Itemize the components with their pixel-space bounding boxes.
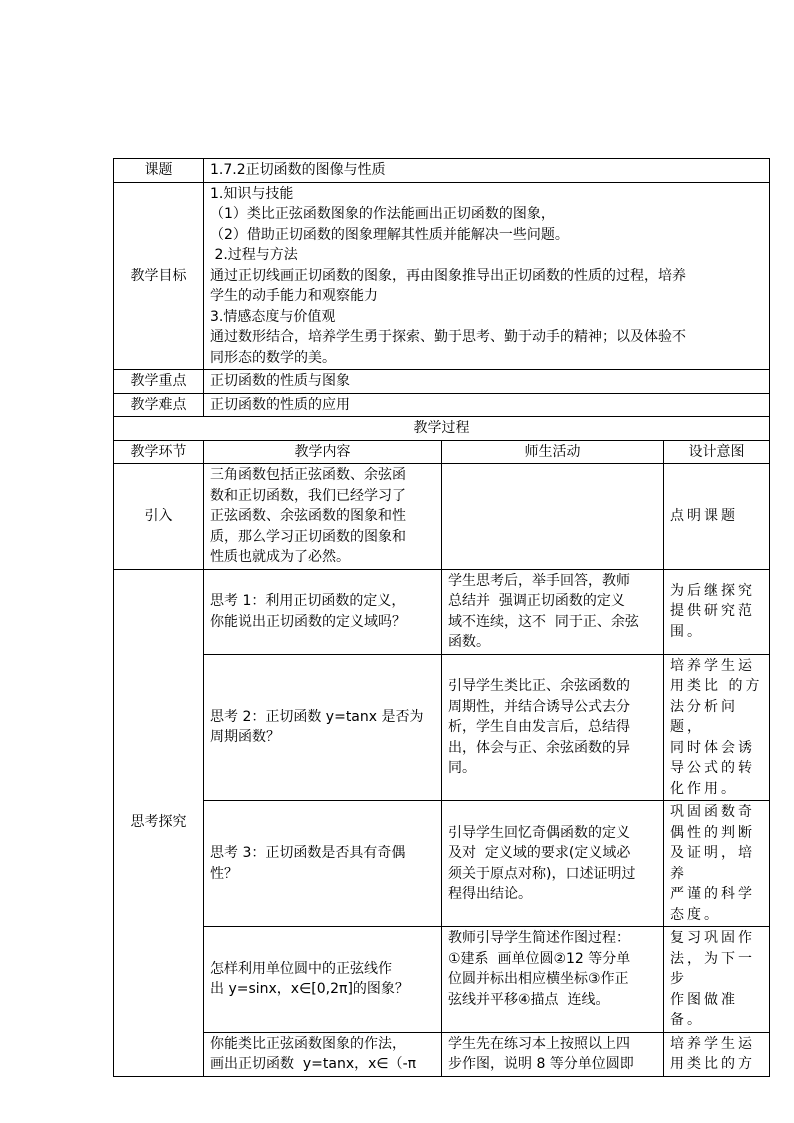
content-line: 性质也就成为了必然。 [210,549,350,565]
explore-activity [442,927,664,1033]
explore-content [204,1032,442,1076]
intent-line: 围。 [670,623,704,640]
key-point-label: 教学重点 [114,370,204,394]
activity-line: 域不连续，这不 同于正、余弦 [448,613,639,630]
objectives-line: 学生的动手能力和观察能力 [210,288,378,304]
intent-line: 巩固函数奇 [670,804,755,820]
difficulty-label: 教学难点 [114,393,204,417]
activity-line: 周期性，并结合诱导公式去分 [448,698,630,715]
intro-intent [664,464,770,570]
objectives-line: 3.情感态度与价值观 [210,308,336,325]
activity-line: 函数。 [448,634,490,650]
intent-line: 及证明，培养 [670,845,755,882]
content-line: 三角函数包括正弦函数、余弦函 [210,467,406,483]
objectives-line: 2.过程与方法 [210,247,298,263]
activity-line: 学生先在练习本上按照以上四 [448,1035,630,1052]
activity-line: 引导学生回忆奇偶函数的定义 [448,824,630,841]
explore-content [204,569,442,654]
column-header: 师生活动 [442,440,664,464]
intent-line: 培养学生运 [670,657,755,674]
content-line: 你能类比正弦函数图象的作法， [210,1035,406,1052]
activity-line: 总结并 强调正切函数的定义 [448,593,625,609]
objectives-line: 同形态的数学的美。 [210,349,336,366]
topic-row [114,159,770,183]
objectives-content [204,182,770,370]
intent-line: 态度。 [670,906,721,923]
intent-line: 偶性的判断 [670,824,755,841]
intro-activity [442,464,664,570]
activity-line: 程得出结论。 [448,886,532,902]
explore-content [204,654,442,801]
intent-line: 用类比 的方 [670,678,763,694]
explore-intent [664,654,770,801]
explore-intent [664,569,770,654]
content-line: 画出正切函数 y=tanx，x∈（-π [210,1056,417,1072]
column-header: 教学内容 [204,440,442,464]
difficulty-row [114,393,770,417]
explore-row [114,1032,770,1076]
activity-line: 学生思考后，举手回答，教师 [448,572,630,589]
objectives-line: （2）借助正切函数的图象理解其性质并能解决一些问题。 [210,226,569,243]
intent-line: 法分析问题， [670,698,738,735]
explore-row [114,801,770,927]
lesson-plan-table [113,158,770,1077]
content-line: 怎样利用单位圆中的正弦线作 [210,960,392,977]
content-line: 性？ [210,865,238,882]
activity-line: 及对 定义域的要求(定义域必 [448,845,631,861]
explore-row [114,569,770,654]
content-line: 周期函数？ [210,729,280,746]
content-line: 思考 3：正切函数是否具有奇偶 [210,845,406,861]
explore-stage: 思考探究 [114,569,204,1076]
intro-content [204,464,442,570]
activity-line: 步作图，说明 8 等分单位圆即 [448,1056,634,1072]
intro-stage: 引入 [114,464,204,570]
objectives-label: 教学目标 [114,182,204,370]
explore-content [204,801,442,927]
intent-line: 同时体会诱 [670,739,755,756]
content-line: 你能说出正切函数的定义域吗？ [210,613,406,630]
topic-label: 课题 [114,159,204,183]
topic-value: 1.7.2正切函数的图像与性质 [204,159,770,183]
activity-line: ①建系 画单位圆②12 等分单 [448,950,631,967]
intent-line: 为后继探究 [670,582,755,599]
column-header-row [114,440,770,464]
intent-line: 作图做准备。 [670,991,738,1028]
process-title-row [114,417,770,441]
activity-line: 出，体会与正、余弦函数的异 [448,739,630,756]
column-header: 设计意图 [664,440,770,464]
content-line: 思考 1：利用正切函数的定义， [210,593,406,609]
explore-activity [442,801,664,927]
intent-line: 用类比的方 [670,1056,755,1072]
explore-content [204,927,442,1033]
explore-intent [664,1032,770,1076]
difficulty-value: 正切函数的性质的应用 [204,393,770,417]
content-line: 正弦函数、余弦函数的图象和性 [210,508,406,524]
objectives-line: 通过正切线画正切函数的图象，再由图象推导出正切函数的性质的过程，培养 [210,267,686,284]
objectives-row [114,182,770,370]
activity-line: 须关于原点对称)，口述证明过 [448,865,636,882]
content-line: 出 y=sinx，x∈[0,2π]的图象？ [210,981,409,998]
explore-row [114,927,770,1033]
explore-activity [442,569,664,654]
activity-line: 弦线并平移④描点 连线。 [448,991,610,1008]
intent-line: 导公式的转 [670,760,755,776]
explore-activity [442,1032,664,1076]
explore-row [114,654,770,801]
explore-intent [664,801,770,927]
activity-line: 位圆并标出相应横坐标③作正 [448,971,629,987]
intent-line: 严谨的科学 [670,886,755,902]
activity-line: 同。 [448,760,476,776]
activity-line: 教师引导学生简述作图过程： [448,930,630,946]
objectives-line: 1.知识与技能 [210,185,294,202]
activity-line: 析，学生自由发言后，总结得 [448,719,630,735]
intent-line: 复习巩固作 [670,930,755,946]
column-header: 教学环节 [114,440,204,464]
key-point-value: 正切函数的性质与图象 [204,370,770,394]
activity-line: 引导学生类比正、余弦函数的 [448,678,630,694]
intro-row [114,464,770,570]
intent-line: 提供研究范 [670,603,755,620]
content-line: 思考 2：正切函数 y=tanx 是否为 [210,708,424,725]
objectives-line: 通过数形结合，培养学生勇于探索、勤于思考、勤于动手的精神；以及体验不 [210,329,686,345]
explore-intent [664,927,770,1033]
content-line: 数和正切函数，我们已经学习了 [210,487,406,504]
key-point-row [114,370,770,394]
objectives-line: （1）类比正弦函数图象的作法能画出正切函数的图象， [210,206,555,222]
intent-line: 培养学生运 [670,1035,755,1052]
explore-activity [442,654,664,801]
intent-line: 点明课题 [670,508,738,524]
intent-line: 化作用。 [670,780,738,797]
content-line: 质，那么学习正切函数的图象和 [210,528,406,545]
intent-line: 法，为下一步 [670,950,755,987]
process-title: 教学过程 [114,417,770,441]
